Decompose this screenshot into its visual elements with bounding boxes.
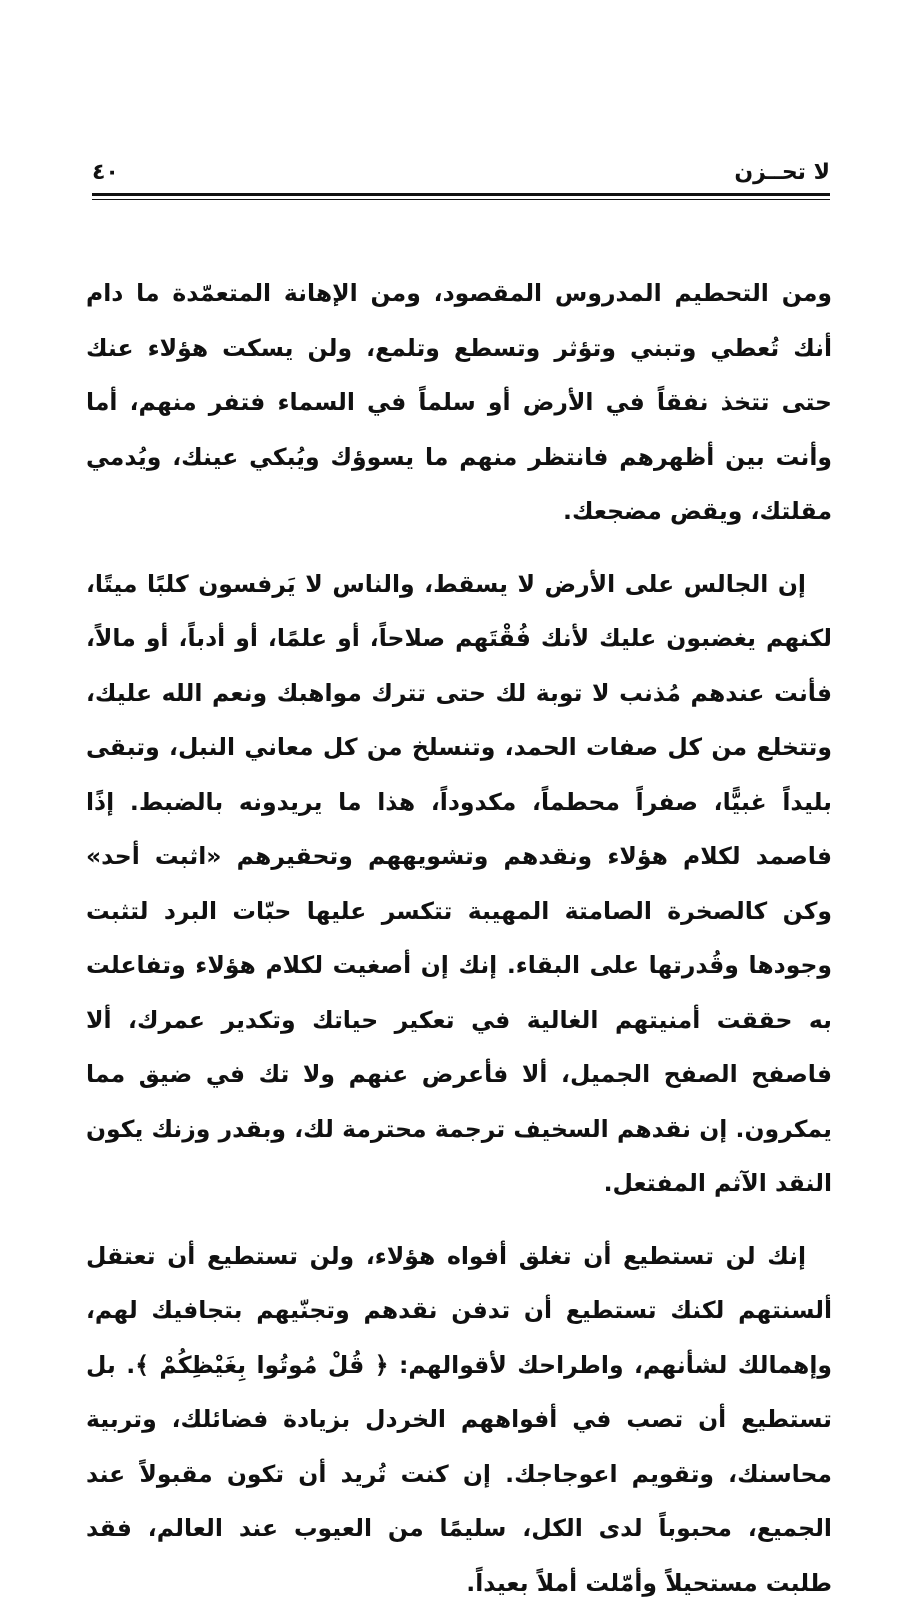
paragraph-1: ومن التحطيم المدروس المقصود، ومن الإهانة المتعمّدة ما دام أنك تُعطي وتبني وتؤثر وتسطع وتلمع، ولن يسكت هؤلاء عنك حتى تتخذ نفقاً في الأرض أو سلماً في السماء فتفر منهم، أما وأنت بين أظهرهم فانتظر منهم ما يسوؤك ويُبكي عينك، ويُدمي مقلتك، ويقض مضجعك.	[86, 266, 832, 539]
paragraph-3: إنك لن تستطيع أن تغلق أفواه هؤلاء، ولن تستطيع أن تعتقل ألسنتهم لكنك تستطيع أن تدفن نقدهم وتجنّيهم بتجافيك لهم، وإهمالك لشأنهم، واطراحك لأقوالهم: ﴿ قُلْ مُوتُوا بِغَيْظِكُمْ ﴾. بل تستطيع أن تصب في أفواههم الخردل بزيادة فضائلك، وتربية محاسنك، وتقويم اعوجاجك. إن كنت تُريد أن تكون مقبولاً عند الجميع، محبوباً لدى الكل، سليمًا من العيوب عند العالم، فقد طلبت مستحيلاً وأمّلت أملاً بعيداً.	[86, 1229, 832, 1610]
page-number: ٤٠	[92, 158, 119, 188]
page-header	[92, 158, 830, 188]
running-title: لا تحــزن	[734, 158, 830, 188]
paragraph-2: إن الجالس على الأرض لا يسقط، والناس لا يَرفسون كلبًا ميتًا، لكنهم يغضبون عليك لأنك فُقْتَهم صلاحاً، أو علمًا، أو أدباً، أو مالاً، فأنت عندهم مُذنب لا توبة لك حتى تترك مواهبك ونعم الله عليك، وتتخلع من كل صفات الحمد، وتنسلخ من كل معاني النبل، وتبقى بليداً غبيًّا، صفراً محطماً، مكدوداً، هذا ما يريدونه بالضبط. إذًا فاصمد لكلام هؤلاء ونقدهم وتشويههم وتحقيرهم «اثبت أحد» وكن كالصخرة الصامتة المهيبة تتكسر عليها حبّات البرد لتثبت وجودها وقُدرتها على البقاء. إنك إن أصغيت لكلام هؤلاء وتفاعلت به حققت أمنيتهم الغالية في تعكير حياتك وتكدير عمرك، ألا فاصفح الصفح الجميل، ألا فأعرض عنهم ولا تك في ضيق مما يمكرون. إن نقدهم السخيف ترجمة محترمة لك، وبقدر وزنك يكون النقد الآثم المفتعل.	[86, 557, 832, 1211]
header-rule-thick	[92, 193, 830, 196]
header-rule-thin	[92, 199, 830, 200]
body-text	[86, 266, 832, 1610]
